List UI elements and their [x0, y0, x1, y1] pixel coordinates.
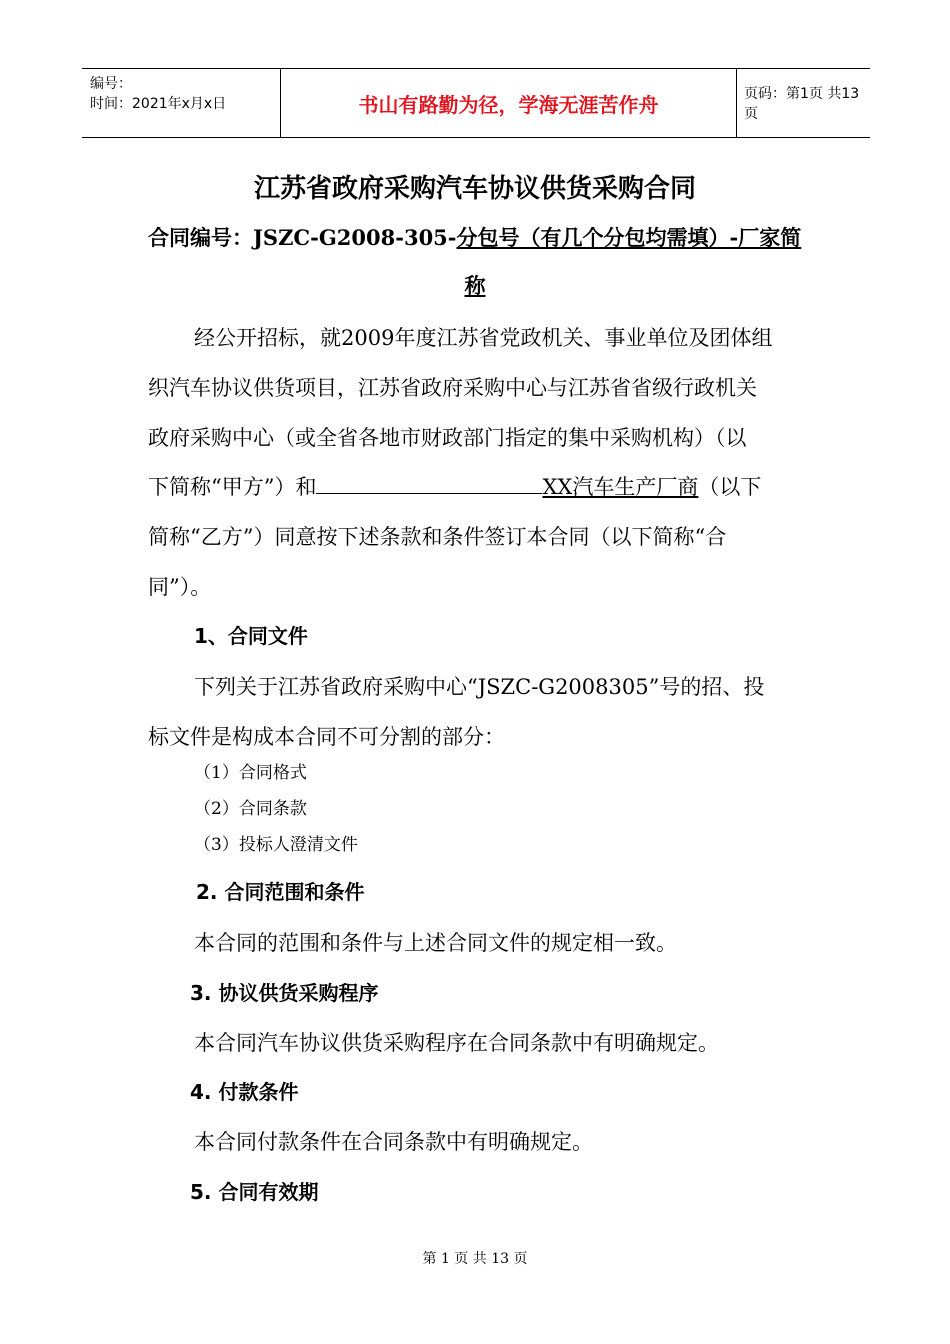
supplier-name: XX汽车生产厂商 [542, 475, 699, 499]
list-item: （2）合同条款 [194, 799, 307, 819]
section-heading-5: 5. 合同有效期 [190, 1180, 319, 1204]
header-motto: 书山有路勤为径，学海无涯苦作舟 [358, 92, 659, 117]
list-item: （1）合同格式 [194, 763, 307, 783]
paragraph-line: 同”）。 [148, 575, 212, 599]
paragraph-line: 本合同付款条件在合同条款中有明确规定。 [194, 1130, 593, 1154]
page-footer: 第 1 页 共 13 页 [422, 1251, 528, 1267]
paragraph-line: 标文件是构成本合同不可分割的部分： [148, 725, 505, 749]
paragraph-line: 本合同的范围和条件与上述合同文件的规定相一致。 [194, 931, 677, 955]
page-header-table [82, 68, 870, 138]
paragraph-line: 简称“乙方”）同意按下述条款和条件签订本合同（以下简称“合 [148, 525, 727, 549]
header-divider [736, 69, 737, 137]
paragraph-line: 织汽车协议供货项目，江苏省政府采购中心与江苏省省级行政机关 [148, 376, 757, 400]
contract-number-prefix: 合同编号：JSZC-G2008-305- [148, 225, 457, 250]
fill-in-blank [316, 473, 542, 494]
paragraph-line: 下列关于江苏省政府采购中心“JSZC-G2008305”号的招、投 [194, 675, 765, 699]
section-heading-4: 4. 付款条件 [190, 1080, 299, 1104]
section-heading-1: 1、合同文件 [194, 624, 308, 648]
time-label: 时间：2021年x月x日 [90, 96, 227, 112]
document-title: 江苏省政府采购汽车协议供货采购合同 [253, 174, 696, 204]
section-heading-3: 3. 协议供货采购程序 [190, 981, 379, 1005]
paragraph-line [148, 471, 761, 501]
contract-number-underlined: 分包号（有几个分包均需填）-厂家简 [456, 225, 802, 250]
number-label: 编号： [90, 76, 132, 92]
list-item: （3）投标人澄清文件 [194, 835, 358, 855]
paragraph-text: 下简称“甲方”）和 [148, 475, 317, 499]
contract-number-continued: 称 [464, 273, 486, 298]
section-heading-2: 2. 合同范围和条件 [196, 880, 365, 904]
contract-number [148, 222, 801, 252]
paragraph-line: 政府采购中心（或全省各地市财政部门指定的集中采购机构）（以 [148, 426, 747, 450]
paragraph-line: 经公开招标，就2009年度江苏省党政机关、事业单位及团体组 [194, 326, 773, 350]
paragraph-line: 本合同汽车协议供货采购程序在合同条款中有明确规定。 [194, 1031, 719, 1055]
header-page-info: 页码：第1页 共13页 [744, 86, 860, 122]
header-meta-cell [82, 69, 280, 137]
paragraph-text: （以下 [698, 475, 762, 499]
